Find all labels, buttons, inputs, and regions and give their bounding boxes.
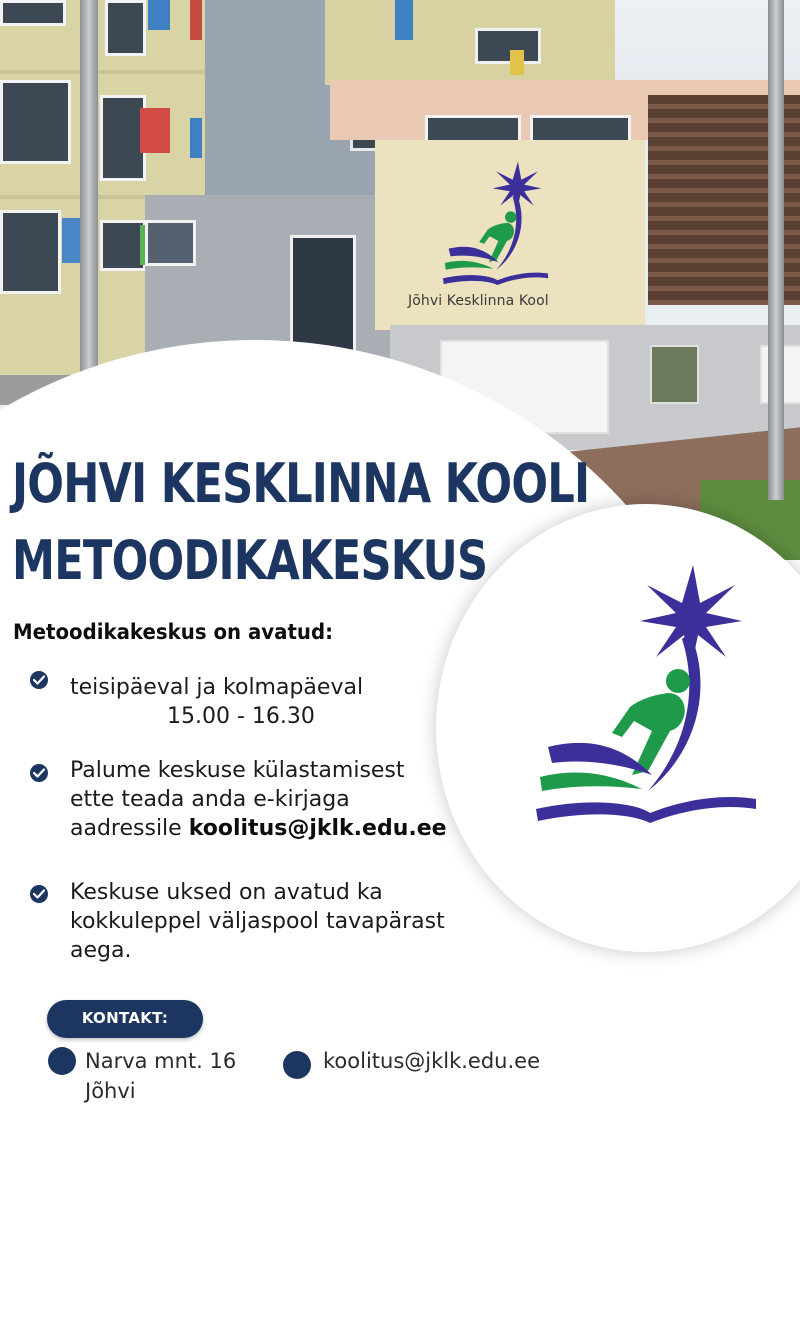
address-line-1: Narva mnt. 16: [85, 1049, 237, 1073]
check-circle-icon: [30, 885, 48, 903]
doors-line-2: kokkuleppel väljaspool tavapärast: [70, 909, 445, 934]
address-line-2: Jõhvi: [85, 1079, 136, 1103]
notify-line-1: Palume keskuse külastamisest: [70, 758, 405, 783]
school-logo-icon: [530, 565, 760, 830]
opening-hours-text: 15.00 - 16.30: [167, 704, 315, 729]
contact-email-link[interactable]: koolitus@jklk.edu.ee: [323, 1049, 541, 1073]
opening-hours-heading: Metoodikakeskus on avatud:: [13, 620, 333, 644]
notify-line-2: ette teada anda e-kirjaga: [70, 787, 350, 812]
contact-badge: [47, 1000, 203, 1038]
list-item-opening-days: [70, 673, 363, 731]
contact-label: KONTAKT:: [81, 1009, 169, 1027]
check-circle-icon: [30, 671, 48, 689]
middle-building: [325, 0, 615, 85]
check-circle-icon: [30, 764, 48, 782]
doors-line-3: aega.: [70, 938, 132, 963]
contact-address: [85, 1046, 236, 1106]
opening-days-text: teisipäeval ja kolmapäeval: [70, 675, 364, 700]
bullet-dot-icon: [283, 1051, 311, 1079]
list-item-notify: [70, 756, 447, 843]
flag-pole-left: [80, 0, 98, 380]
list-item-doors-open: [70, 878, 445, 965]
doors-line-1: Keskuse uksed on avatud ka: [70, 880, 383, 905]
title-line-2: METOODIKAKESKUS: [12, 529, 488, 592]
building-sign-logo-icon: [440, 160, 550, 290]
notify-email-link[interactable]: koolitus@jklk.edu.ee: [188, 816, 447, 841]
building-sign-text: Jõhvi Kesklinna Kool: [408, 293, 549, 309]
title-line-1: JÕHVI KESKLINNA KOOLI: [12, 452, 590, 515]
bullet-dot-icon: [48, 1047, 76, 1075]
flag-pole-right: [768, 0, 784, 500]
page-title: [12, 445, 589, 599]
notify-line-3: aadressile: [70, 816, 189, 841]
